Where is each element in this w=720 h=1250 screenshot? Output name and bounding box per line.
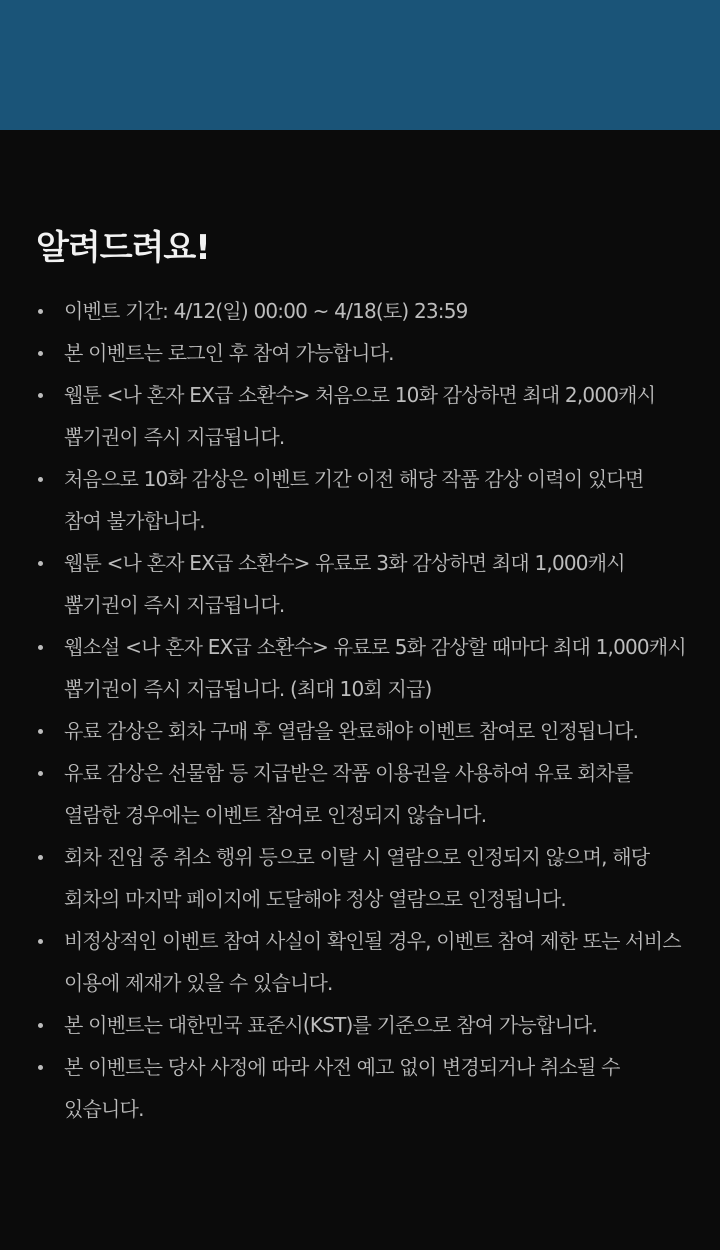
notice-item: [36, 374, 686, 458]
notice-item-text: 처음으로 10화 감상은 이벤트 기간 이전 해당 작품 감상 이력이 있다면 참여 불가합니다.: [64, 467, 644, 533]
notice-title: 알려드려요!: [36, 228, 210, 268]
bullet-dot: [38, 729, 43, 734]
notice-item: [36, 1046, 686, 1130]
bullet-dot: [38, 645, 43, 650]
notice-list: [36, 290, 686, 1130]
notice-item: [36, 458, 686, 542]
notice-item: [36, 290, 686, 332]
notice-item: [36, 542, 686, 626]
notice-item-text: 본 이벤트는 로그인 후 참여 가능합니다.: [64, 341, 394, 365]
notice-item-text: 웹툰 <나 혼자 EX급 소환수> 처음으로 10화 감상하면 최대 2,000캐시 뽑기권이 즉시 지급됩니다.: [64, 383, 656, 449]
notice-item: [36, 920, 686, 1004]
bullet-dot: [38, 351, 43, 356]
notice-item: [36, 332, 686, 374]
bullet-dot: [38, 771, 43, 776]
bullet-dot: [38, 939, 43, 944]
bullet-dot: [38, 393, 43, 398]
notice-item-text: 이벤트 기간: 4/12(일) 00:00 ~ 4/18(토) 23:59: [64, 299, 468, 323]
notice-item-text: 웹툰 <나 혼자 EX급 소환수> 유료로 3화 감상하면 최대 1,000캐시 뽑기권이 즉시 지급됩니다.: [64, 551, 625, 617]
notice-item-text: 본 이벤트는 당사 사정에 따라 사전 예고 없이 변경되거나 취소될 수 있습니다.: [64, 1055, 620, 1121]
event-notice-section: [0, 130, 720, 1130]
notice-item-text: 유료 감상은 선물함 등 지급받은 작품 이용권을 사용하여 유료 회차를 열람한 경우에는 이벤트 참여로 인정되지 않습니다.: [64, 761, 633, 827]
bullet-dot: [38, 855, 43, 860]
bullet-dot: [38, 1023, 43, 1028]
notice-item: [36, 626, 686, 710]
notice-item: [36, 1004, 686, 1046]
notice-item-text: 웹소설 <나 혼자 EX급 소환수> 유료로 5화 감상할 때마다 최대 1,000캐시 뽑기권이 즉시 지급됩니다. (최대 10회 지급): [64, 635, 686, 701]
notice-item-text: 회차 진입 중 취소 행위 등으로 이탈 시 열람으로 인정되지 않으며, 해당 회차의 마지막 페이지에 도달해야 정상 열람으로 인정됩니다.: [64, 845, 650, 911]
bullet-dot: [38, 561, 43, 566]
bullet-dot: [38, 309, 43, 314]
notice-item: [36, 836, 686, 920]
notice-item-text: 본 이벤트는 대한민국 표준시(KST)를 기준으로 참여 가능합니다.: [64, 1013, 598, 1037]
notice-item: [36, 710, 686, 752]
notice-item-text: 유료 감상은 회차 구매 후 열람을 완료해야 이벤트 참여로 인정됩니다.: [64, 719, 639, 743]
top-banner: [0, 0, 720, 130]
notice-item-text: 비정상적인 이벤트 참여 사실이 확인될 경우, 이벤트 참여 제한 또는 서비스 이용에 제재가 있을 수 있습니다.: [64, 929, 681, 995]
notice-item: [36, 752, 686, 836]
bullet-dot: [38, 1065, 43, 1070]
bullet-dot: [38, 477, 43, 482]
